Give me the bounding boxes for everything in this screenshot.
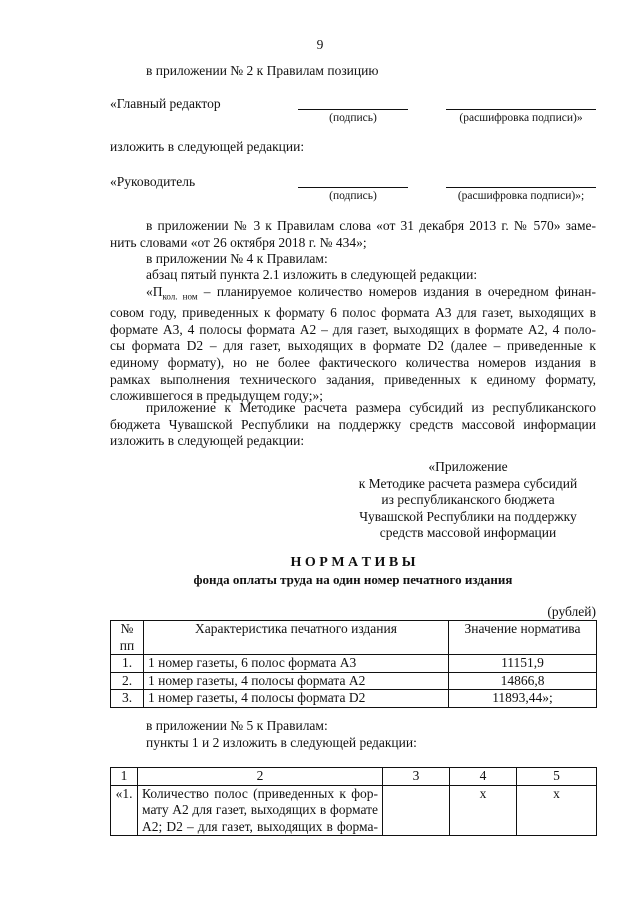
para-abzac: абзац пятый пункта 2.1 изложить в следующей редакции:: [146, 267, 478, 282]
norm-cell-char: 1 номер газеты, 6 полос формата А3: [144, 655, 449, 673]
points-th-1: 1: [111, 768, 138, 786]
sig1-title: «Главный редактор: [110, 96, 221, 111]
formula-subscript: кол. ном: [162, 291, 198, 302]
para-app3: [110, 218, 596, 251]
points-cell-2: [138, 785, 383, 836]
formula-line2: совом году, приведенных к формату 6 полос формата А3 для газет, выходящих в: [110, 305, 596, 321]
points-th-5: 5: [517, 768, 597, 786]
norm-th-num: № пп: [111, 621, 144, 655]
intro-app2: в приложении № 2 к Правилам позицию: [146, 63, 379, 78]
points-cell-3: [383, 785, 450, 836]
table-row: [111, 690, 597, 708]
sig1-cap-name: (расшифровка подписи)»: [459, 112, 583, 124]
appendix-line4: Чувашской Республики на поддержку: [359, 508, 577, 524]
formula-line6: рамках выполнения технического задания, приведенных к единому формату,: [110, 371, 596, 387]
replace-text: изложить в следующей редакции:: [110, 139, 305, 154]
norm-title: Н О Р М А Т И В Ы: [290, 555, 416, 570]
para-points: пункты 1 и 2 изложить в следующей редакции:: [146, 735, 417, 750]
formula-paragraph: [110, 284, 596, 405]
norm-cell-num: 2.: [111, 672, 144, 690]
norm-table: [110, 620, 597, 708]
points-th-4: 4: [450, 768, 517, 786]
table-row: [111, 655, 597, 673]
para-method-line1: приложение к Методике расчета размера субсидий из республиканского: [146, 400, 596, 415]
points-cell-5: x: [517, 785, 597, 836]
norm-th-value: Значение норматива: [449, 621, 597, 655]
sig1-cap-sign: (подпись): [329, 112, 377, 124]
appendix-line3: из республиканского бюджета: [381, 492, 555, 508]
para-method-line2: бюджета Чувашской Республики на поддержку средств массовой информации: [110, 416, 596, 432]
formula-line1-text: – планируемое количество номеров издания в очередном финан-: [197, 284, 596, 299]
table-row: [111, 785, 597, 836]
points-cell-4: x: [450, 785, 517, 836]
points-cell-1: «1.: [111, 785, 138, 836]
page-number: 9: [316, 37, 324, 52]
formula-line7: сложившегося в предыдущем году;»;: [110, 388, 323, 404]
para-app3-line2: нить словами «от 26 октября 2018 г. № 434»;: [110, 234, 367, 250]
para-app3-line1: в приложении № 3 к Правилам слова «от 31 декабря 2013 г. № 570» заме-: [146, 218, 596, 233]
sig2-cap-name: (расшифровка подписи)»;: [457, 190, 585, 202]
para-method: [110, 400, 596, 450]
appendix-line1: «Приложение: [428, 459, 508, 474]
norm-cell-char: 1 номер газеты, 4 полосы формата А2: [144, 672, 449, 690]
points-table: [110, 767, 597, 836]
formula-line3: формате А3, 4 полосы формата А2 – для газет, выходящих в формате А2, 4 поло-: [110, 321, 596, 337]
norm-th-char: Характеристика печатного издания: [144, 621, 449, 655]
norm-cell-value: 11893,44»;: [449, 690, 597, 708]
appendix-line2: к Методике расчета размера субсидий: [358, 475, 578, 491]
points-th-3: 3: [383, 768, 450, 786]
points-cell-2-line2: мату А2 для газет, выходящих в формате: [142, 802, 378, 818]
points-th-2: 2: [138, 768, 383, 786]
para-app5: в приложении № 5 к Правилам:: [146, 718, 328, 733]
norm-cell-value: 14866,8: [449, 672, 597, 690]
norm-cell-num: 1.: [111, 655, 144, 673]
norm-cell-num: 3.: [111, 690, 144, 708]
norm-table-header: [111, 621, 597, 655]
points-table-header: [111, 768, 597, 786]
formula-line5: единому формату), но не более фактического количества номеров издания в: [110, 355, 596, 371]
norm-cell-value: 11151,9: [449, 655, 597, 673]
appendix-line5: средств массовой информации: [379, 525, 557, 541]
currency-unit: (рублей): [547, 604, 596, 619]
sig2-cap-sign: (подпись): [329, 190, 377, 202]
norm-subtitle: фонда оплаты труда на один номер печатного издания: [193, 572, 513, 587]
formula-line4: сы формата D2 – для газет, выходящих в формате D2 (далее – приведенные к: [110, 338, 596, 354]
norm-cell-char: 1 номер газеты, 4 полосы формата D2: [144, 690, 449, 708]
points-cell-2-line3: А2; D2 – для газет, выходящих в форма-: [142, 818, 378, 834]
formula-prefix: «П: [146, 284, 163, 299]
appendix-header: [340, 459, 596, 542]
points-cell-2-line1: Количество полос (приведенных к фор-: [142, 785, 378, 801]
para-method-line3: изложить в следующей редакции:: [110, 433, 305, 449]
table-row: [111, 672, 597, 690]
para-app4: в приложении № 4 к Правилам:: [146, 251, 328, 266]
formula-line1: [110, 284, 596, 305]
sig2-title: «Руководитель: [110, 174, 196, 189]
